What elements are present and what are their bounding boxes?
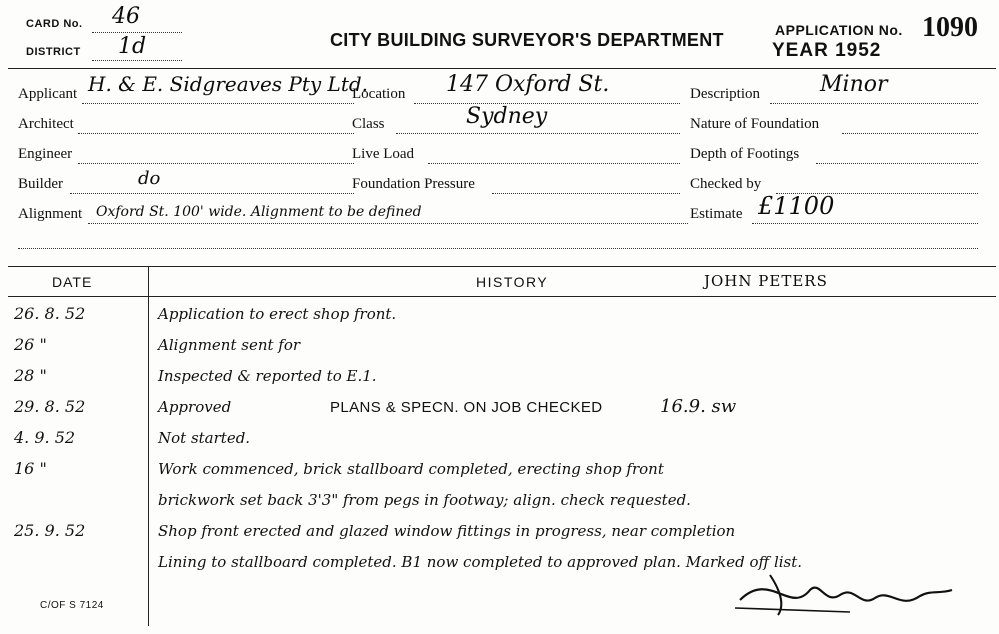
location-sub-value: Sydney xyxy=(466,104,548,129)
architect-label: Architect xyxy=(18,116,74,132)
history-row-text: Inspected & reported to E.1. xyxy=(158,367,377,385)
history-row-text: Alignment sent for xyxy=(158,336,301,354)
year-label: YEAR 1952 xyxy=(772,40,882,61)
depth-of-footings-label: Depth of Footings xyxy=(690,146,800,162)
history-row-date: 29. 8. 52 xyxy=(14,397,86,416)
location-label: Location xyxy=(352,86,406,102)
nature-of-foundation-label: Nature of Foundation xyxy=(690,116,820,132)
form-code: C/OF S 7124 xyxy=(40,600,104,611)
stamp-note: 16.9. sw xyxy=(660,396,737,417)
district-value: 1d xyxy=(118,34,147,59)
plans-checked-stamp: PLANS & SPECN. ON JOB CHECKED xyxy=(330,399,603,416)
inspector-name: JOHN PETERS xyxy=(704,272,828,290)
location-value: 147 Oxford St. xyxy=(446,72,610,97)
history-row-text: Application to erect shop front. xyxy=(158,305,397,323)
history-column-header: HISTORY xyxy=(476,274,549,290)
date-column-header: DATE xyxy=(52,274,93,290)
description-value: Minor xyxy=(820,72,888,97)
card-no-label: CARD No. xyxy=(26,18,83,30)
foundation-pressure-label: Foundation Pressure xyxy=(352,176,475,192)
history-row-text: brickwork set back 3'3" from pegs in footway; align. check requested. xyxy=(158,491,691,509)
history-row-date: 4. 9. 52 xyxy=(14,428,76,447)
application-label: APPLICATION No. xyxy=(775,22,903,38)
history-row-date: 26. 8. 52 xyxy=(14,304,86,323)
checked-by-label: Checked by xyxy=(690,176,762,192)
history-row-text: Not started. xyxy=(158,429,251,447)
description-label: Description xyxy=(690,86,760,102)
history-row-text: Shop front erected and glazed window fittings in progress, near completion xyxy=(158,522,736,540)
applicant-value: H. & E. Sidgreaves Pty Ltd. xyxy=(88,72,369,96)
engineer-label: Engineer xyxy=(18,146,73,162)
estimate-value: £1100 xyxy=(758,192,835,220)
history-row-date: 25. 9. 52 xyxy=(14,521,86,540)
applicant-label: Applicant xyxy=(18,86,78,102)
class-label: Class xyxy=(352,116,385,132)
card-no-value: 46 xyxy=(112,4,140,29)
signature xyxy=(730,560,960,620)
history-row-text: Lining to stallboard completed. B1 now completed to approved plan. Marked off list. xyxy=(158,553,803,571)
builder-label: Builder xyxy=(18,176,63,192)
live-load-label: Live Load xyxy=(352,146,415,162)
history-row-date: 26 " xyxy=(14,335,47,354)
department-title: CITY BUILDING SURVEYOR'S DEPARTMENT xyxy=(330,30,724,50)
estimate-label: Estimate xyxy=(690,206,743,222)
history-row-date: 28 " xyxy=(14,366,47,385)
alignment-label: Alignment xyxy=(18,206,83,222)
history-row-date: 16 " xyxy=(14,459,47,478)
alignment-value: Oxford St. 100' wide. Alignment to be defined xyxy=(96,204,422,220)
history-row-text: Work commenced, brick stallboard completed, erecting shop front xyxy=(158,460,664,478)
district-label: DISTRICT xyxy=(26,46,81,58)
builder-value: do xyxy=(138,168,161,189)
history-row-text: Approved xyxy=(158,398,232,416)
application-number: 1090 xyxy=(922,12,978,43)
